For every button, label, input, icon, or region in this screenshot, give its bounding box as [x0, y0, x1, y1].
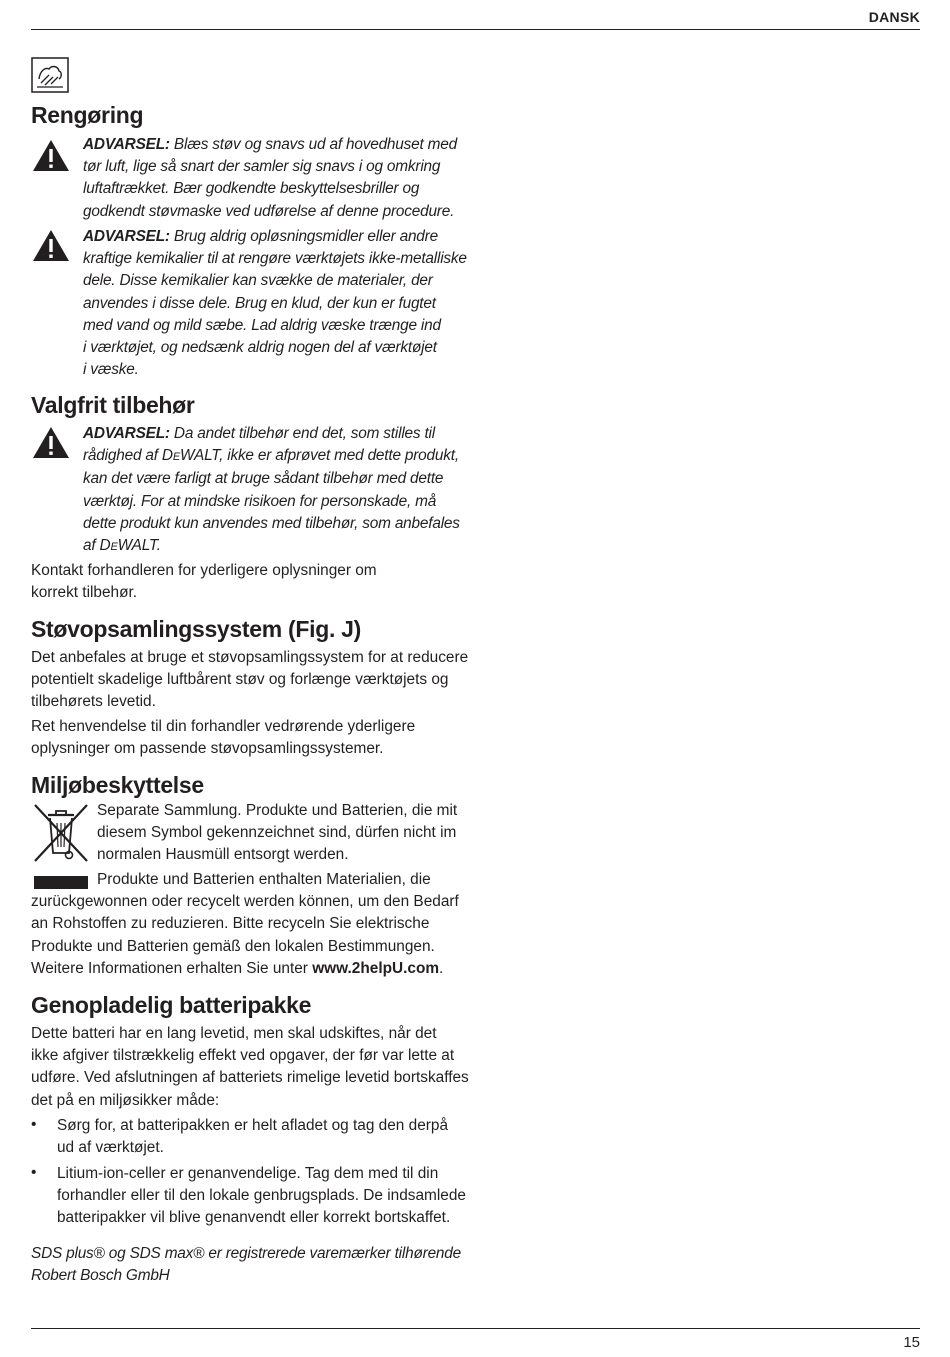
page-number: 15: [903, 1334, 920, 1351]
environment-paragraph-1: [97, 800, 473, 867]
battery-bullet-1: [57, 1115, 471, 1159]
warning-triangle-icon: [31, 425, 71, 461]
environment-paragraph-2: [31, 869, 471, 980]
text-line: Sørg for, at batteripakken er helt afladet og tag den derpå: [57, 1117, 449, 1134]
text-line: kan det være farligt at bruge sådant tilbehør med dette: [83, 470, 444, 488]
text-line: korrekt tilbehør.: [31, 584, 138, 602]
text-line: Robert Bosch GmbH: [31, 1267, 170, 1285]
trademark-note: [31, 1243, 471, 1287]
text-line: Kontakt forhandleren for yderligere oplysninger om: [31, 562, 377, 579]
text-line: Brug aldrig opløsningsmidler eller andre: [173, 228, 438, 245]
text-line: potentielt skadelige luftbårent støv og forlænge værktøjets og: [31, 671, 449, 689]
battery-bullet-2: [57, 1163, 471, 1230]
cleaning-warning-2: [83, 226, 473, 381]
text-line: godkendt støvmaske ved udførelse af denne procedure.: [83, 202, 455, 220]
cleaning-warning-1: [83, 134, 473, 223]
heading-accessories: Valgfrit tilbehør: [31, 392, 195, 418]
cleaning-icon: [31, 57, 69, 93]
text-line: med vand og mild sæbe. Lad aldrig væske trænge ind: [83, 316, 441, 334]
text-line: tilbehørets levetid.: [31, 693, 156, 711]
text-line: kraftige kemikalier til at rengøre værktøjets ikke-metalliske: [83, 250, 467, 268]
text-line: i væske.: [83, 361, 139, 379]
text-line: Blæs støv og snavs ud af hovedhuset med: [173, 136, 457, 153]
warning-label: ADVARSEL:: [83, 425, 170, 442]
text-line: i værktøjet, og nedsænk aldrig nogen del af værktøjet: [83, 339, 437, 357]
text-line: zurückgewonnen oder recycelt werden können, um den Bedarf: [31, 893, 459, 911]
text-line: Separate Sammlung. Produkte und Batterien, die mit: [97, 802, 458, 819]
text-line: ikke afgiver tilstrækkelig effekt ved opgaver, der før var lette at: [31, 1047, 455, 1065]
text-line: tør luft, lige så snart der samler sig snavs i og omkring: [83, 158, 441, 176]
text-line: Dette batteri har en lang levetid, men skal udskiftes, når det: [31, 1025, 437, 1042]
text-line: Produkte und Batterien gemäß den lokalen Bestimmungen.: [31, 937, 435, 955]
text-line: Weitere Informationen erhalten Sie unter www.2helpU.com.: [31, 959, 444, 977]
warning-triangle-icon: [31, 228, 71, 264]
battery-paragraph: [31, 1023, 471, 1112]
text-line: dele. Disse kemikalier kan svække de materialer, der: [83, 272, 433, 290]
warning-label: ADVARSEL:: [83, 228, 170, 245]
dust-paragraph-2: [31, 716, 471, 760]
text-line: an Rohstoffen zu reduzieren. Bitte recyceln Sie elektrische: [31, 915, 430, 933]
text-line: udføre. Ved afslutningen af batteriets rimelige levetid bortskaffes: [31, 1069, 469, 1087]
text-line: Da andet tilbehør end det, som stilles til: [173, 425, 435, 442]
bullet-marker: •: [31, 1116, 37, 1133]
text-line: normalen Hausmüll entsorgt werden.: [97, 846, 349, 864]
text-line: værktøj. For at mindske risikoen for personskade, må: [83, 492, 437, 510]
text-line: af DEWALT.: [83, 537, 161, 555]
text-line: diesem Symbol gekennzeichnet sind, dürfen nicht im: [97, 824, 457, 842]
heading-cleaning: Rengøring: [31, 102, 144, 128]
warning-label: ADVARSEL:: [83, 136, 170, 153]
text-line: Ret henvendelse til din forhandler vedrørende yderligere: [31, 718, 416, 735]
text-line: SDS plus® og SDS max® er registrerede varemærker tilhørende: [31, 1245, 462, 1262]
language-label: DANSK: [868, 9, 920, 25]
dust-paragraph-1: [31, 647, 471, 714]
text-line: oplysninger om passende støvopsamlingssystemer.: [31, 740, 384, 758]
text-line: ud af værktøjet.: [57, 1139, 164, 1157]
warning-triangle-icon: [31, 138, 71, 174]
header-rule: [31, 29, 920, 30]
text-line: Litium-ion-celler er genanvendelige. Tag dem med til din: [57, 1165, 439, 1182]
heading-environment: Miljøbeskyttelse: [31, 772, 204, 798]
accessories-contact: [31, 560, 471, 604]
text-line: forhandler eller til den lokale genbrugsplads. De indsamlede: [57, 1187, 466, 1205]
heading-battery: Genopladelig batteripakke: [31, 992, 312, 1018]
text-line: anvendes i disse dele. Brug en klud, der kun er fugtet: [83, 294, 436, 312]
text-line: det på en miljøsikker måde:: [31, 1091, 220, 1109]
website-link[interactable]: www.2helpU.com: [312, 959, 440, 977]
text-line: dette produkt kun anvendes med tilbehør, som anbefales: [83, 514, 460, 532]
crossed-bin-icon: [31, 803, 91, 863]
text-line: rådighed af DEWALT, ikke er afprøvet med dette produkt,: [83, 447, 459, 465]
text-line: Det anbefales at bruge et støvopsamlingssystem for at reducere: [31, 649, 469, 666]
text-line: luftaftrækket. Bær godkendte beskyttelsesbriller og: [83, 180, 420, 198]
accessories-warning: [83, 423, 473, 558]
heading-dust-extraction: Støvopsamlingssystem (Fig. J): [31, 616, 361, 642]
text-line: batteripakker vil blive genanvendt eller korrekt bortskaffet.: [57, 1209, 451, 1227]
bullet-marker: •: [31, 1164, 37, 1181]
text-line: Produkte und Batterien enthalten Materialien, die: [97, 871, 431, 888]
footer-rule: [31, 1328, 920, 1329]
